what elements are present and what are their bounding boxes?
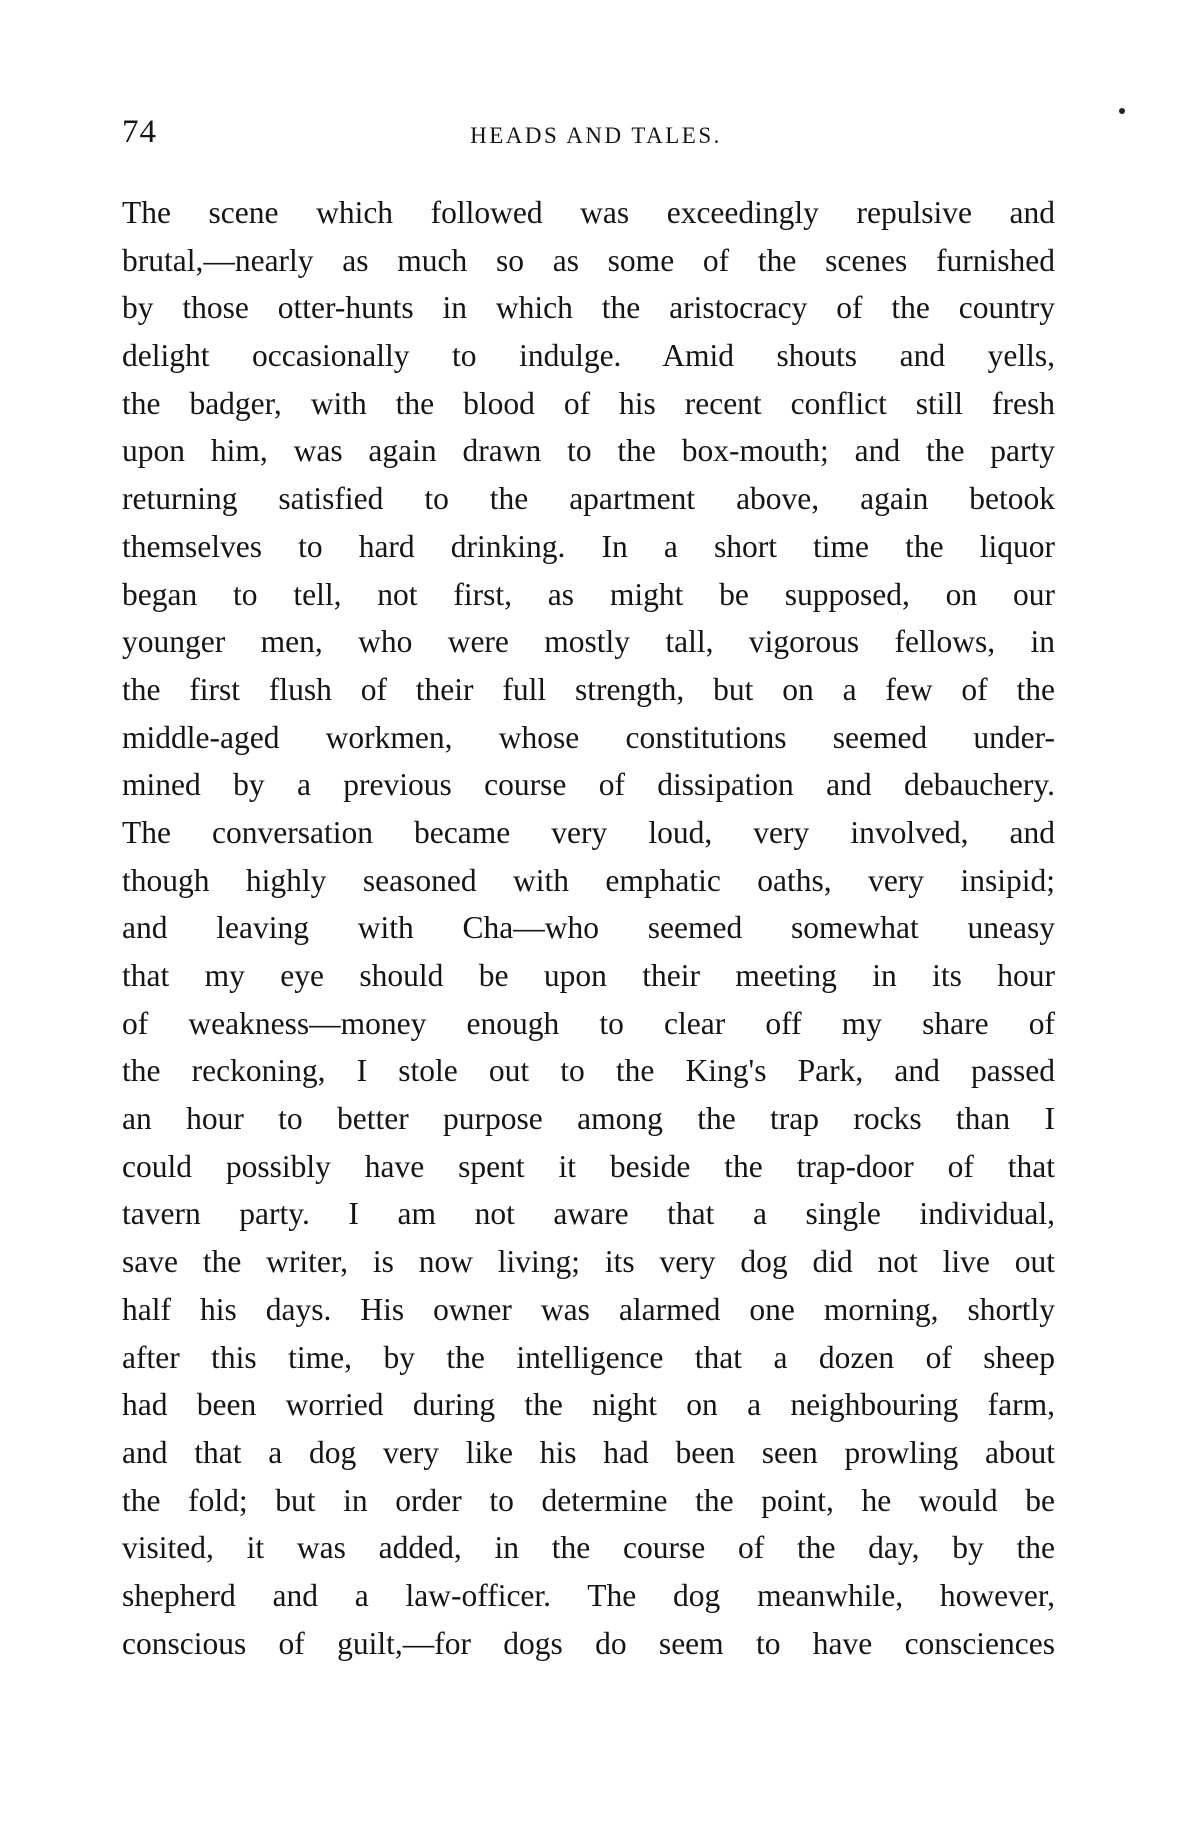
text-line: brutal,—nearly as much so as some of the scenes furnished: [122, 242, 1055, 278]
text-line: The conversation became very loud, very involved, and: [122, 814, 1055, 850]
text-line: after this time, by the intelligence that a dozen of sheep: [122, 1339, 1055, 1375]
text-line: the fold; but in order to determine the point, he would be: [122, 1482, 1055, 1518]
text-line: the reckoning, I stole out to the King's Park, and passed: [122, 1053, 1055, 1089]
text-line: themselves to hard drinking. In a short time the liquor: [122, 528, 1055, 564]
text-line: and leaving with Cha—who seemed somewhat uneasy: [122, 910, 1055, 946]
ink-speck: [1119, 108, 1125, 114]
text-line: The scene which followed was exceedingly repulsive and: [122, 195, 1055, 230]
text-line: the badger, with the blood of his recent conflict still fresh: [122, 385, 1055, 421]
text-line: returning satisfied to the apartment above, again betook: [122, 481, 1055, 517]
text-line: had been worried during the night on a neighbouring farm,: [122, 1387, 1055, 1423]
text-line: visited, it was added, in the course of the day, by the: [122, 1530, 1055, 1566]
text-line: an hour to better purpose among the trap rocks than I: [122, 1101, 1055, 1137]
text-line: of weakness—money enough to clear off my share of: [122, 1005, 1055, 1041]
text-line: save the writer, is now living; its very dog did not live out: [122, 1244, 1055, 1280]
text-line: though highly seasoned with emphatic oaths, very insipid;: [122, 862, 1055, 898]
text-line: by those otter-hunts in which the aristocracy of the country: [122, 290, 1055, 326]
text-line: tavern party. I am not aware that a single individual,: [122, 1196, 1055, 1232]
text-line: upon him, was again drawn to the box-mouth; and the party: [122, 433, 1055, 469]
running-title: HEADS AND TALES.: [470, 123, 722, 148]
text-line: the first flush of their full strength, but on a few of the: [122, 671, 1055, 707]
body-text: [122, 189, 1055, 1667]
text-line: could possibly have spent it beside the trap-door of that: [122, 1148, 1055, 1184]
text-line: half his days. His owner was alarmed one morning, shortly: [122, 1291, 1055, 1327]
text-line: shepherd and a law-officer. The dog meanwhile, however,: [122, 1577, 1055, 1613]
text-line: younger men, who were mostly tall, vigorous fellows, in: [122, 624, 1055, 660]
text-line: delight occasionally to indulge. Amid shouts and yells,: [122, 338, 1055, 374]
text-line: mined by a previous course of dissipation and debauchery.: [122, 767, 1055, 803]
text-line: and that a dog very like his had been seen prowling about: [122, 1434, 1055, 1470]
text-line: conscious of guilt,—for dogs do seem to have consciences: [122, 1625, 1055, 1661]
text-line: middle-aged workmen, whose constitutions seemed under-: [122, 719, 1055, 755]
text-line: that my eye should be upon their meeting in its hour: [122, 958, 1055, 993]
page-number: 74: [122, 114, 157, 150]
text-line: began to tell, not first, as might be supposed, on our: [122, 576, 1055, 612]
